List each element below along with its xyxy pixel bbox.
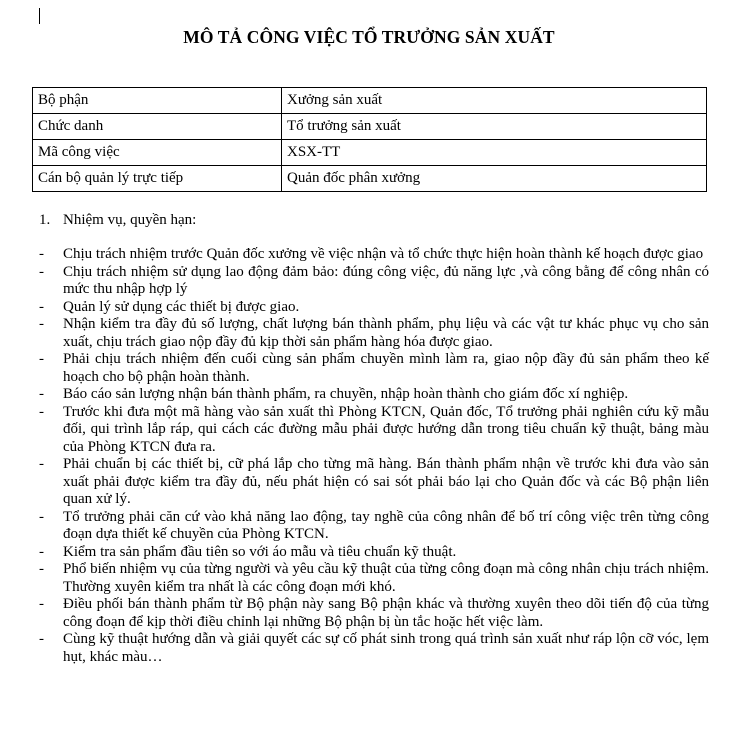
bullet-dash: - — [39, 386, 44, 402]
list-item — [39, 351, 709, 386]
info-row-department — [33, 88, 707, 114]
list-item — [39, 544, 709, 562]
duty-text: Nhận kiểm tra đầy đủ số lượng, chất lượng bán thành phẩm, phụ liệu và các vật tư khác phục vụ cho sản xuất, chịu trách giao nộp đầy đủ kịp thời sản phẩm hàng hóa được giao. — [63, 316, 709, 350]
list-item — [39, 631, 709, 666]
list-item — [39, 386, 709, 404]
info-row-manager — [33, 166, 707, 192]
info-value-job-code: XSX-TT — [282, 140, 707, 166]
text-cursor — [39, 8, 40, 24]
info-value-department: Xưởng sản xuất — [282, 88, 707, 114]
duty-text: Phải chịu trách nhiệm đến cuối cùng sản phẩm chuyền mình làm ra, giao nộp đầy đủ sản phẩm theo kế hoạch cho bộ phận hoàn thành. — [63, 351, 709, 385]
info-label-department: Bộ phận — [33, 88, 282, 114]
info-value-manager: Quản đốc phân xưởng — [282, 166, 707, 192]
duties-list — [39, 246, 709, 666]
bullet-dash: - — [39, 316, 44, 332]
duty-text: Chịu trách nhiệm sử dụng lao động đảm bảo: đúng công việc, đủ năng lực ,và công bằng để công nhân có mức thu nhập hợp lý — [63, 263, 709, 297]
list-item — [39, 299, 709, 317]
list-item — [39, 561, 709, 596]
bullet-dash: - — [39, 456, 44, 472]
section-title: Nhiệm vụ, quyền hạn: — [63, 212, 197, 228]
duty-text: Kiểm tra sản phẩm đầu tiên so với áo mẫu và tiêu chuẩn kỹ thuật. — [63, 543, 457, 560]
duty-text: Báo cáo sản lượng nhận bán thành phẩm, ra chuyền, nhập hoàn thành cho giám đốc xí nghiệp. — [63, 386, 629, 402]
bullet-dash: - — [39, 298, 44, 315]
duty-text: Quản lý sử dụng các thiết bị được giao. — [63, 298, 300, 315]
bullet-dash: - — [39, 351, 44, 367]
info-row-position — [33, 114, 707, 140]
bullet-dash: - — [39, 246, 44, 262]
duty-text: Phải chuẩn bị các thiết bị, cữ phá lắp cho từng mã hàng. Bán thành phẩm nhận về trước khi đưa vào sản xuất phải được kiểm tra đầy đủ, nếu phát hiện có sai sót phải báo lại cho Quản đốc và các Bộ phận liên quan xử lý. — [63, 456, 709, 507]
duty-text: Trước khi đưa một mã hàng vào sản xuất thì Phòng KTCN, Quản đốc, Tổ trưởng phải nghiên cứu kỹ mẫu đối, qui trình lắp ráp, qui cách các đường mẫu phải được hướng dẫn trong tiêu chuẩn kỹ thuật, bảng màu của Phòng KTCN đưa ra. — [63, 403, 709, 455]
job-info-table — [32, 87, 707, 192]
list-item — [39, 596, 709, 631]
bullet-dash: - — [39, 596, 44, 612]
info-value-position: Tổ trưởng sản xuất — [282, 114, 707, 140]
section-heading — [39, 210, 196, 230]
bullet-dash: - — [39, 403, 44, 420]
list-item — [39, 456, 709, 509]
info-label-position: Chức danh — [33, 114, 282, 140]
bullet-dash: - — [39, 508, 44, 525]
section-number: 1. — [39, 212, 51, 228]
bullet-dash: - — [39, 263, 44, 280]
duty-text: Cùng kỹ thuật hướng dẫn và giải quyết các sự cố phát sinh trong quá trình sản xuất như ráp lộn cỡ vóc, lẹm hụt, khác màu… — [63, 631, 709, 665]
info-label-job-code: Mã công việc — [33, 140, 282, 166]
bullet-dash: - — [39, 631, 44, 647]
info-label-manager: Cán bộ quản lý trực tiếp — [33, 166, 282, 192]
list-item — [39, 404, 709, 457]
bullet-dash: - — [39, 543, 44, 560]
document-title: MÔ TẢ CÔNG VIỆC TỔ TRƯỞNG SẢN XUẤT — [183, 27, 555, 47]
info-row-job-code — [33, 140, 707, 166]
duty-text: Chịu trách nhiệm trước Quản đốc xưởng về việc nhận và tổ chức thực hiện hoàn thành kế hoạch được giao — [63, 246, 704, 262]
list-item — [39, 316, 709, 351]
list-item — [39, 509, 709, 544]
duty-text: Tổ trưởng phải căn cứ vào khả năng lao động, tay nghề của công nhân để bố trí công việc trên từng công đoạn dựa thiết kế chuyền của Phòng KTCN. — [63, 508, 709, 542]
duty-text: Phổ biến nhiệm vụ của từng người và yêu cầu kỹ thuật của từng công đoạn mà công nhân chịu trách nhiệm. Thường xuyên kiểm tra nhất là các công đoạn mới khó. — [63, 561, 709, 595]
list-item — [39, 246, 709, 264]
bullet-dash: - — [39, 561, 44, 577]
duty-text: Điều phối bán thành phẩm từ Bộ phận này sang Bộ phận khác và thường xuyên theo dõi tiến độ của từng công đoạn để kịp thời điều chỉnh lại những Bộ phận bị ùn tắc hoặc hết việc làm. — [63, 596, 709, 630]
list-item — [39, 264, 709, 299]
